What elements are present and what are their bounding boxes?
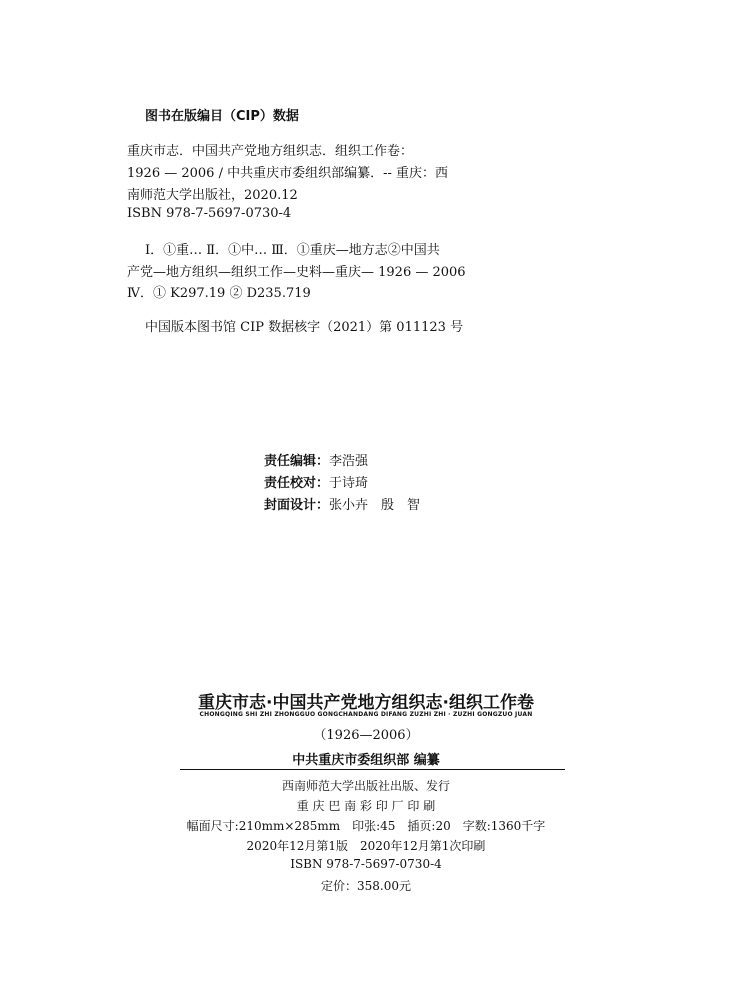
specs-line: 幅面尺寸:210mm×285mm 印张:45 插页:20 字数:1360千字 bbox=[186, 819, 546, 833]
cip-record-number: 中国版本图书馆 CIP 数据核字（2021）第 011123 号 bbox=[145, 320, 464, 335]
cip-entry-line-3: 南师范大学出版社，2020.12 bbox=[127, 188, 298, 203]
book-years: （1926—2006） bbox=[313, 728, 419, 743]
edition-line: 2020年12月第1版 2020年12月第1次印刷 bbox=[246, 839, 486, 853]
cover-designer-label: 封面设计： bbox=[264, 498, 330, 513]
printer-line: 重 庆 巴 南 彩 印 厂 印 刷 bbox=[296, 799, 436, 813]
cip-heading: 图书在版编目（CIP）数据 bbox=[145, 109, 299, 124]
cip-subject-line-2: 产党—地方组织—组织工作—史料—重庆— 1926 — 2006 bbox=[127, 265, 466, 280]
cover-designer bbox=[264, 494, 420, 513]
colophon-isbn: ISBN 978-7-5697-0730-4 bbox=[290, 857, 442, 871]
responsible-editor-label: 责任编辑： bbox=[264, 454, 330, 469]
proofreader-label: 责任校对： bbox=[264, 476, 330, 491]
proofreader bbox=[264, 472, 368, 491]
cip-subject-line-1: Ⅰ．①重… Ⅱ．①中… Ⅲ．①重庆—地方志②中国共 bbox=[145, 243, 440, 258]
cip-entry-line-1: 重庆市志．中国共产党地方组织志．组织工作卷： bbox=[127, 144, 414, 159]
cover-designer-names: 张小卉 殷 智 bbox=[329, 498, 421, 513]
book-title: 重庆市志·中国共产党地方组织志·组织工作卷 bbox=[198, 693, 534, 713]
responsible-editor bbox=[264, 450, 368, 469]
colophon-divider bbox=[180, 769, 565, 770]
proofreader-name: 于诗琦 bbox=[329, 476, 369, 491]
publisher-line: 西南师范大学出版社出版、发行 bbox=[281, 779, 450, 793]
cip-isbn: ISBN 978-7-5697-0730-4 bbox=[127, 206, 292, 221]
price-line: 定价：358.00元 bbox=[321, 879, 411, 893]
book-editor: 中共重庆市委组织部 编纂 bbox=[292, 753, 440, 768]
book-title-pinyin: CHONGQING SHI ZHI ZHONGGUO GONGCHANDANG DIFANG ZUZHI ZHI · ZUZHI GONGZUO JUAN bbox=[199, 711, 533, 718]
responsible-editor-name: 李浩强 bbox=[329, 454, 369, 469]
cip-classification: Ⅳ．① K297.19 ② D235.719 bbox=[127, 286, 311, 301]
cip-entry-line-2: 1926 — 2006 / 中共重庆市委组织部编纂．-- 重庆：西 bbox=[127, 166, 448, 181]
